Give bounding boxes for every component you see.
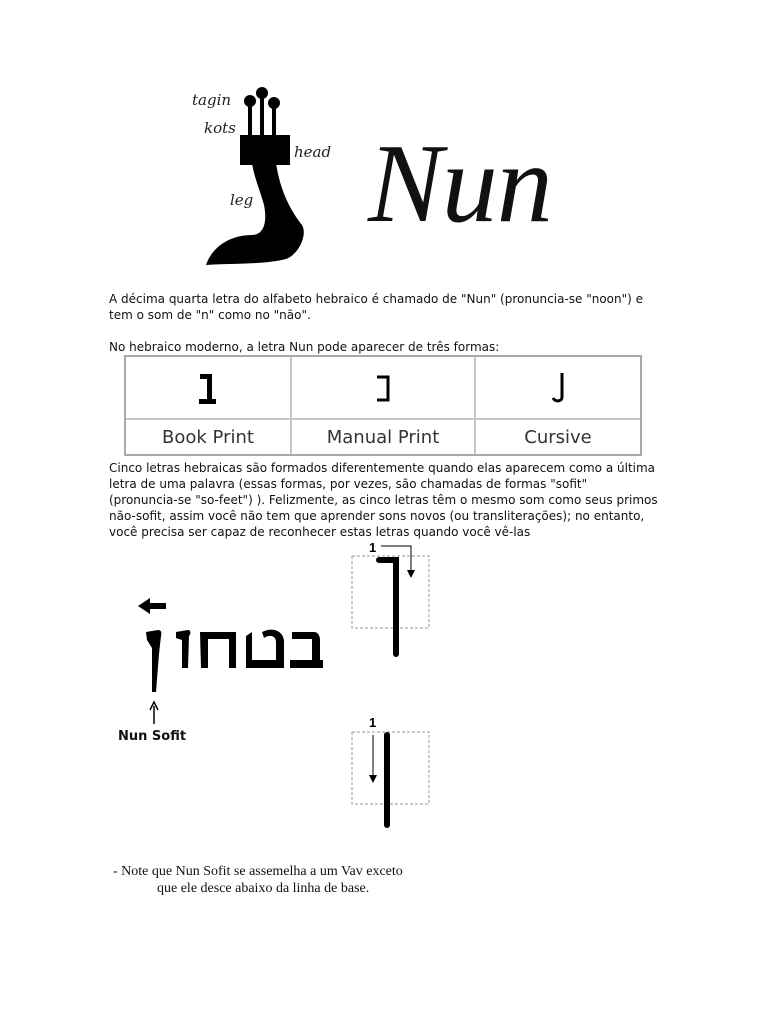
hebrew-word-betachon [118, 592, 323, 727]
stroke-diagram-nun-sofit [351, 540, 433, 662]
nun-cursive-glyph [549, 371, 567, 405]
stroke-direction-arrow-icon [369, 775, 377, 783]
stroke-step-number: 1 [369, 540, 377, 555]
sofit-paragraph: Cinco letras hebraicas são formados diferentemente quando elas aparecem como a última letra de uma palavra (essas formas, por vezes, são chamadas de formas "sofit" (pronuncia-se "so-feet") ). Felizmente, as cinco letras têm o mesmo som como seus primos não-sofit, assim você não tem que aprender sons novos (ou transliterações); no entanto, você precisa ser capaz de reconhecer estas letras quando você vê-las [109, 461, 658, 539]
label-leg: leg [230, 191, 254, 209]
reading-direction-arrow-icon [138, 598, 166, 614]
stroke-diagram-vav [351, 715, 433, 830]
nun-manual-print-glyph [374, 373, 392, 403]
modern-forms-paragraph: No hebraico moderno, a letra Nun pode aparecer de três formas: [109, 340, 500, 354]
nun-sofit-pointer-arrow-icon [150, 702, 158, 724]
forms-label-book-print: Book Print [126, 420, 292, 454]
page-title: Nun [368, 122, 552, 246]
intro-paragraph: A décima quarta letra do alfabeto hebraico é chamado de "Nun" (pronuncia-se "noon") e tem o som de "n" como no "não". [109, 292, 644, 322]
forms-label-cursive: Cursive [524, 426, 592, 448]
vav-stroke-diagram [351, 715, 433, 830]
forms-label-manual-print: Manual Print [292, 420, 476, 454]
label-kots: kots [204, 119, 236, 137]
nun-sofit-caption: Nun Sofit [118, 729, 187, 744]
nun-anatomy-figure [190, 85, 340, 270]
stroke-step-number: 1 [369, 715, 377, 730]
note-line-1: - Note que Nun Sofit se assemelha a um Vav exceto [113, 864, 403, 879]
forms-table [124, 355, 642, 456]
forms-cell-book-print-glyph [126, 357, 292, 420]
nun-sofit-stroke-diagram [351, 540, 433, 662]
word-example [118, 592, 323, 757]
nun-anatomy-glyph [190, 85, 340, 270]
nun-book-print-glyph [197, 371, 219, 405]
forms-cell-manual-print-glyph [292, 357, 476, 420]
note-line-2: que ele desce abaixo da linha de base. [157, 881, 370, 896]
stroke-direction-arrow-icon [407, 570, 415, 578]
label-head: head [294, 143, 332, 161]
label-tagin: tagin [192, 91, 232, 109]
note-text [113, 863, 473, 897]
forms-cell-cursive-glyph [476, 357, 640, 420]
